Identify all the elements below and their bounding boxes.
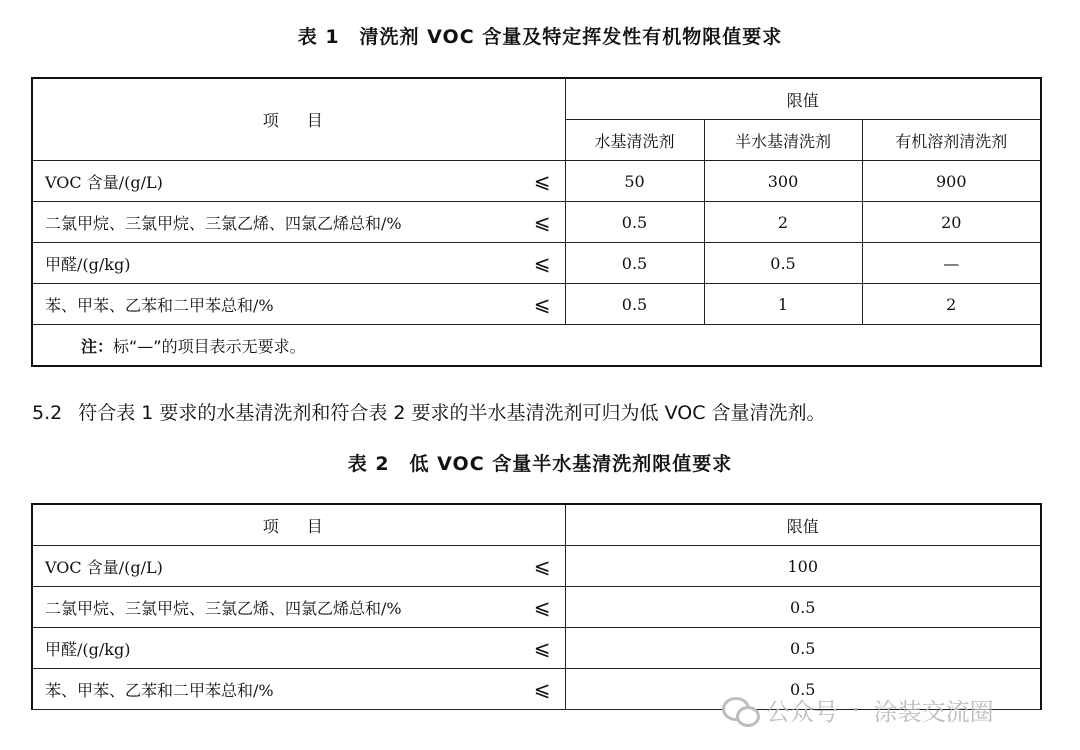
- wechat-icon: [722, 697, 758, 723]
- clause-text: 符合表 1 要求的水基清洗剂和符合表 2 要求的半水基清洗剂可归为低 VOC 含量清洗剂。: [78, 402, 826, 424]
- le-sign: ⩽: [533, 292, 551, 316]
- clause-number: 5.2: [32, 402, 63, 424]
- row-item-label: 甲醛/(g/kg): [45, 639, 131, 659]
- row-item-label: VOC 含量/(g/L): [45, 172, 163, 192]
- le-sign: ⩽: [533, 595, 551, 619]
- cell-value: 20: [862, 202, 1041, 243]
- watermark-separator: ·: [852, 695, 860, 724]
- cell-value: 1: [704, 284, 862, 325]
- le-sign: ⩽: [533, 677, 551, 701]
- row-item-label: 二氯甲烷、三氯甲烷、三氯乙烯、四氯乙烯总和/%: [45, 213, 402, 233]
- cell-value: 100: [565, 546, 1041, 587]
- table2-row: [32, 546, 1041, 587]
- table1-header-item: 项目: [32, 78, 565, 161]
- table1-row: [32, 161, 1041, 202]
- le-sign: ⩽: [533, 554, 551, 578]
- cell-value: 900: [862, 161, 1041, 202]
- table1-col-semi-water: 半水基清洗剂: [704, 120, 862, 161]
- table2-row: [32, 628, 1041, 669]
- row-item-label: 苯、甲苯、乙苯和二甲苯总和/%: [45, 680, 274, 700]
- table1-header-limit: 限值: [565, 78, 1041, 120]
- clause-paragraph: [32, 398, 826, 425]
- table1-row: [32, 243, 1041, 284]
- row-item-label: 苯、甲苯、乙苯和二甲苯总和/%: [45, 295, 274, 315]
- note-label: 注：: [81, 336, 114, 356]
- cell-value: 0.5: [565, 284, 704, 325]
- cell-value: 300: [704, 161, 862, 202]
- table2-header-limit: 限值: [565, 504, 1041, 546]
- le-sign: ⩽: [533, 210, 551, 234]
- watermark: [722, 692, 994, 727]
- cell-value: 0.5: [565, 202, 704, 243]
- cell-value: 0.5: [704, 243, 862, 284]
- table2-caption: 表 2 低 VOC 含量半水基清洗剂限值要求: [347, 453, 733, 475]
- table2-row: [32, 587, 1041, 628]
- table1: [31, 77, 1042, 367]
- cell-value: 0.5: [565, 243, 704, 284]
- row-item-label: 二氯甲烷、三氯甲烷、三氯乙烯、四氯乙烯总和/%: [45, 598, 402, 618]
- cell-value: —: [862, 243, 1041, 284]
- le-sign: ⩽: [533, 169, 551, 193]
- row-item-label: 甲醛/(g/kg): [45, 254, 131, 274]
- table2-header-item: 项目: [32, 504, 565, 546]
- cell-value: 50: [565, 161, 704, 202]
- watermark-name: 涂装交流圈: [873, 698, 994, 726]
- cell-value: 2: [862, 284, 1041, 325]
- table1-col-organic: 有机溶剂清洗剂: [862, 120, 1041, 161]
- table1-row: [32, 202, 1041, 243]
- cell-value: 2: [704, 202, 862, 243]
- le-sign: ⩽: [533, 636, 551, 660]
- table2: [31, 503, 1042, 710]
- cell-value: 0.5: [565, 628, 1041, 669]
- watermark-label: 公众号: [766, 698, 838, 726]
- table1-row: [32, 284, 1041, 325]
- table1-col-water: 水基清洗剂: [565, 120, 704, 161]
- row-item-label: VOC 含量/(g/L): [45, 557, 163, 577]
- table1-caption: 表 1 清洗剂 VOC 含量及特定挥发性有机物限值要求: [297, 26, 783, 48]
- table1-note: [32, 325, 1041, 367]
- cell-value: 0.5: [565, 587, 1041, 628]
- le-sign: ⩽: [533, 251, 551, 275]
- cell-value: 0.5: [565, 669, 1041, 710]
- note-text: 标“—”的项目表示无要求。: [113, 336, 306, 356]
